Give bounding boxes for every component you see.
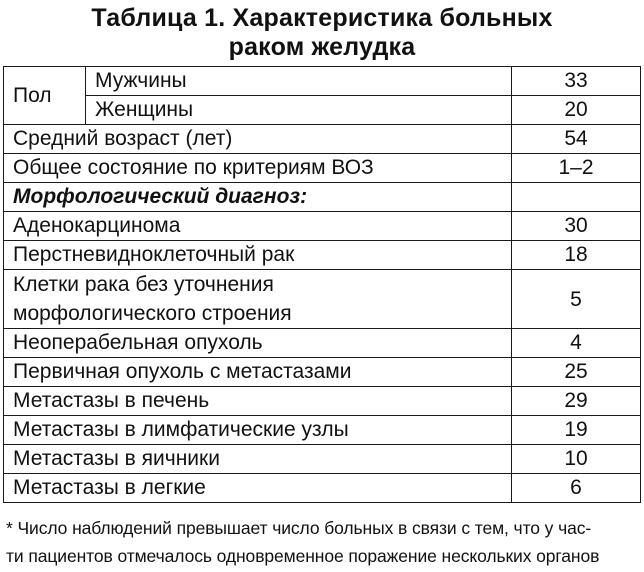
adenocarcinoma-value: 30	[512, 212, 641, 241]
table-row	[4, 125, 641, 154]
female-value: 20	[512, 96, 641, 125]
table-row	[4, 474, 641, 503]
inoperable-label: Неоперабельная опухоль	[4, 329, 512, 358]
table-row	[4, 270, 641, 329]
morphology-heading: Морфологический диагноз:	[4, 183, 512, 212]
who-status-value: 1–2	[512, 154, 641, 183]
footnote-line-2: ти пациентов отмечалось одновременное поражение нескольких органов	[6, 546, 600, 566]
inoperable-value: 4	[512, 329, 641, 358]
patient-characteristics-table	[3, 66, 641, 503]
ovary-mets-label: Метастазы в яичники	[4, 445, 512, 474]
male-label: Мужчины	[86, 67, 512, 96]
ovary-mets-value: 10	[512, 445, 641, 474]
table-row	[4, 212, 641, 241]
table-row	[4, 154, 641, 183]
title-line-1: Таблица 1. Характеристика больных	[91, 4, 553, 32]
signet-ring-label: Перстневидноклеточный рак	[4, 241, 512, 270]
adenocarcinoma-label: Аденокарцинома	[4, 212, 512, 241]
lymph-mets-value: 19	[512, 416, 641, 445]
table-title	[0, 4, 644, 62]
unspecified-label-line-2: морфологического строения	[13, 302, 292, 325]
sex-label: Пол	[4, 67, 86, 125]
unspecified-value: 5	[512, 270, 641, 329]
empty-cell	[512, 183, 641, 212]
lung-mets-value: 6	[512, 474, 641, 503]
table-row	[4, 358, 641, 387]
table-row	[4, 329, 641, 358]
liver-mets-value: 29	[512, 387, 641, 416]
table-row	[4, 241, 641, 270]
female-label: Женщины	[86, 96, 512, 125]
table-row	[4, 183, 641, 212]
table-row	[4, 445, 641, 474]
lung-mets-label: Метастазы в легкие	[4, 474, 512, 503]
age-value: 54	[512, 125, 641, 154]
footnote-line-1: * Число наблюдений превышает число больных в связи с тем, что у час-	[6, 518, 592, 538]
liver-mets-label: Метастазы в печень	[4, 387, 512, 416]
age-label: Средний возраст (лет)	[4, 125, 512, 154]
lymph-mets-label: Метастазы в лимфатические узлы	[4, 416, 512, 445]
table-row	[4, 67, 641, 96]
table-row	[4, 416, 641, 445]
who-status-label: Общее состояние по критериям ВОЗ	[4, 154, 512, 183]
footnote	[6, 514, 642, 570]
table-row	[4, 96, 641, 125]
signet-ring-value: 18	[512, 241, 641, 270]
title-line-2: раком желудка	[228, 33, 416, 61]
table-row	[4, 387, 641, 416]
male-value: 33	[512, 67, 641, 96]
primary-with-mets-value: 25	[512, 358, 641, 387]
unspecified-label	[4, 270, 512, 329]
primary-with-mets-label: Первичная опухоль с метастазами	[4, 358, 512, 387]
unspecified-label-line-1: Клетки рака без уточнения	[13, 273, 274, 296]
